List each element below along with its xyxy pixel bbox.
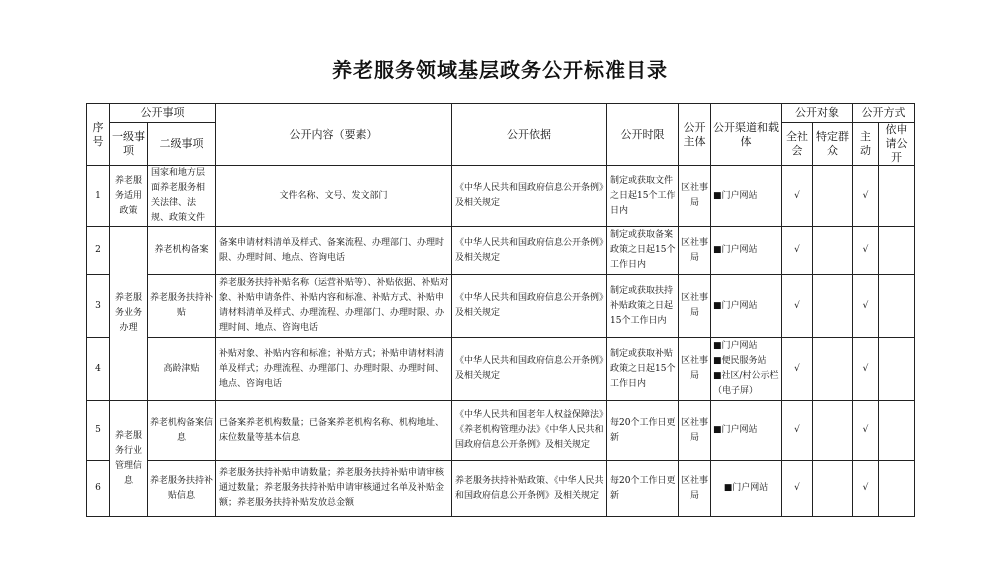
cell-channel <box>711 227 782 275</box>
cell-level1: 养老服务行业管理信息 <box>110 401 148 517</box>
channel-item: ■社区/村公示栏（电子屏） <box>713 371 779 396</box>
cell-on-request <box>879 338 915 401</box>
channel-item: ■门户网站 <box>713 425 758 435</box>
cell-channel <box>711 275 782 338</box>
cell-active: √ <box>853 338 879 401</box>
cell-level2: 养老机构备案信息 <box>148 401 216 461</box>
cell-level2: 高龄津贴 <box>148 338 216 401</box>
cell-seq: 6 <box>87 461 110 517</box>
header-object: 公开对象 <box>782 104 853 123</box>
header-active: 主动 <box>853 123 879 166</box>
cell-content: 备案申请材料清单及样式、备案流程、办理部门、办理时限、办理时间、地点、咨询电话 <box>216 227 452 275</box>
cell-on-request <box>879 401 915 461</box>
cell-time: 制定或获取补贴政策之日起15个工作日内 <box>607 338 679 401</box>
cell-level1: 养老服务适用政策 <box>110 166 148 227</box>
channel-item: ■门户网站 <box>723 483 769 493</box>
cell-content: 养老服务扶持补贴申请数量；养老服务扶持补贴申请审核通过数量；养老服务扶持补贴申请审核通过名单及补贴金额；养老服务扶持补贴发放总金额 <box>216 461 452 517</box>
cell-seq: 2 <box>87 227 110 275</box>
cell-level2: 养老服务扶持补贴信息 <box>148 461 216 517</box>
table-row <box>87 338 915 401</box>
cell-time: 制定或获取文件之日起15个工作日内 <box>607 166 679 227</box>
cell-time: 制定或获取备案政策之日起15个工作日内 <box>607 227 679 275</box>
header-basis: 公开依据 <box>452 104 607 166</box>
cell-subject: 区社事局 <box>679 275 711 338</box>
cell-specific <box>813 227 853 275</box>
cell-basis: 养老服务扶持补贴政策、《中华人民共和国政府信息公开条例》及相关规定 <box>452 461 607 517</box>
cell-active: √ <box>853 166 879 227</box>
header-seq: 序号 <box>87 104 110 166</box>
channel-item: ■门户网站 <box>713 341 758 351</box>
cell-level2: 养老机构备案 <box>148 227 216 275</box>
cell-content: 文件名称、文号、发文部门 <box>216 166 452 227</box>
table-row <box>87 166 915 227</box>
cell-active: √ <box>853 227 879 275</box>
table-row <box>87 461 915 517</box>
table-row <box>87 401 915 461</box>
cell-subject: 区社事局 <box>679 461 711 517</box>
cell-on-request <box>879 227 915 275</box>
cell-specific <box>813 275 853 338</box>
cell-all-society: √ <box>782 338 813 401</box>
cell-specific <box>813 401 853 461</box>
cell-seq: 4 <box>87 338 110 401</box>
cell-all-society: √ <box>782 166 813 227</box>
cell-all-society: √ <box>782 461 813 517</box>
table-row <box>87 275 915 338</box>
header-channel: 公开渠道和载体 <box>711 104 782 166</box>
cell-specific <box>813 166 853 227</box>
cell-all-society: √ <box>782 227 813 275</box>
cell-content: 养老服务扶持补贴名称（运营补贴等）、补贴依据、补贴对象、补贴申请条件、补贴内容和标准、补贴方式、补贴申请材料清单及样式、办理流程、办理部门、办理时限、办理时间、地点、咨询电话 <box>216 275 452 338</box>
standard-catalog-table <box>86 103 915 517</box>
cell-level2: 养老服务扶持补贴 <box>148 275 216 338</box>
channel-item: ■门户网站 <box>713 300 758 311</box>
cell-subject: 区社事局 <box>679 338 711 401</box>
cell-time: 每20个工作日更新 <box>607 401 679 461</box>
header-time: 公开时限 <box>607 104 679 166</box>
cell-basis: 《中华人民共和国老年人权益保障法》《养老机构管理办法》《中华人民共和国政府信息公开条例》及相关规定 <box>452 401 607 461</box>
cell-active: √ <box>853 401 879 461</box>
cell-subject: 区社事局 <box>679 227 711 275</box>
channel-item: ■门户网站 <box>713 190 758 201</box>
cell-seq: 5 <box>87 401 110 461</box>
cell-seq: 1 <box>87 166 110 227</box>
header-subject: 公开主体 <box>679 104 711 166</box>
cell-subject: 区社事局 <box>679 166 711 227</box>
cell-subject: 区社事局 <box>679 401 711 461</box>
header-method: 公开方式 <box>853 104 915 123</box>
cell-basis: 《中华人民共和国政府信息公开条例》及相关规定 <box>452 338 607 401</box>
cell-time: 制定或获取扶持补贴政策之日起15个工作日内 <box>607 275 679 338</box>
cell-on-request <box>879 275 915 338</box>
cell-channel <box>711 401 782 461</box>
cell-channel <box>711 461 782 517</box>
header-matters: 公开事项 <box>110 104 216 123</box>
cell-level2: 国家和地方层面养老服务相关法律、法规、政策文件 <box>148 166 216 227</box>
cell-seq: 3 <box>87 275 110 338</box>
cell-content: 补贴对象、补贴内容和标准；补贴方式；补贴申请材料清单及样式；办理流程、办理部门、办理时限、办理时间、地点、咨询电话 <box>216 338 452 401</box>
cell-level1: 养老服务业务办理 <box>110 227 148 401</box>
cell-on-request <box>879 461 915 517</box>
page-title: 养老服务领域基层政务公开标准目录 <box>332 58 668 82</box>
header-level1: 一级事项 <box>110 123 148 166</box>
cell-all-society: √ <box>782 401 813 461</box>
cell-active: √ <box>853 461 879 517</box>
header-all-society: 全社会 <box>782 123 813 166</box>
cell-basis: 《中华人民共和国政府信息公开条例》及相关规定 <box>452 227 607 275</box>
cell-specific <box>813 461 853 517</box>
cell-content: 已备案养老机构数量；已备案养老机构名称、机构地址、床位数量等基本信息 <box>216 401 452 461</box>
header-row-1 <box>87 104 915 123</box>
cell-channel <box>711 166 782 227</box>
header-on-request: 依申请公开 <box>879 123 915 166</box>
cell-basis: 《中华人民共和国政府信息公开条例》及相关规定 <box>452 275 607 338</box>
cell-basis: 《中华人民共和国政府信息公开条例》及相关规定 <box>452 166 607 227</box>
cell-active: √ <box>853 275 879 338</box>
header-specific: 特定群众 <box>813 123 853 166</box>
cell-time: 每20个工作日更新 <box>607 461 679 517</box>
table-row <box>87 227 915 275</box>
cell-on-request <box>879 166 915 227</box>
cell-channel <box>711 338 782 401</box>
cell-specific <box>813 338 853 401</box>
header-level2: 二级事项 <box>148 123 216 166</box>
channel-item: ■门户网站 <box>713 245 758 255</box>
header-content: 公开内容（要素） <box>216 104 452 166</box>
channel-item: ■便民服务站 <box>713 356 767 366</box>
cell-all-society: √ <box>782 275 813 338</box>
